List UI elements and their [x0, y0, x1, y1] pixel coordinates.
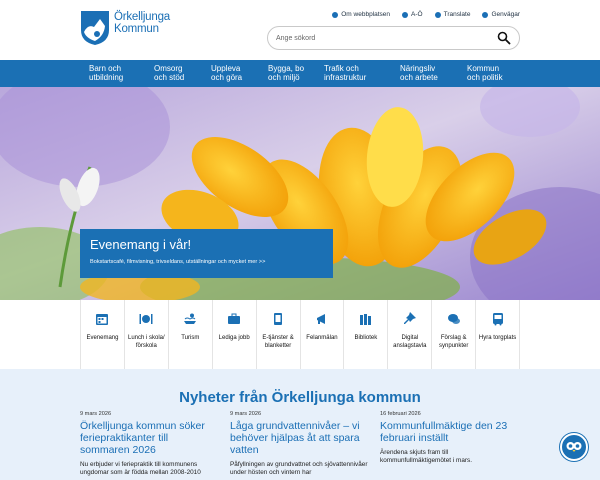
news-title-link[interactable]: Låga grundvattennivåer – vi behöver hjälpas åt att spara vatten: [230, 420, 360, 456]
quick-link-label: Hyra torgplats: [478, 335, 517, 341]
news-excerpt: Ärendena skjuts fram till kommunfullmäktigemötet i mars.: [380, 449, 472, 465]
news-heading: Nyheter från Örkelljunga kommun: [179, 389, 421, 406]
quick-link-digital-anslagstavla[interactable]: [388, 300, 432, 369]
nav-label-line2: infrastruktur: [324, 73, 367, 82]
event-title: Evenemang i vår!: [90, 237, 192, 252]
info-icon: [332, 12, 338, 18]
quick-link-label: Lediga jobb: [218, 335, 250, 341]
nav-label-line1: Kommun: [467, 64, 500, 73]
toplink-about[interactable]: [332, 11, 390, 18]
quick-link-evenemang[interactable]: [81, 300, 125, 369]
quick-link-forslag[interactable]: [432, 300, 476, 369]
translate-icon: [435, 12, 441, 18]
quick-link-label: Lunch i skola/ förskola: [128, 335, 165, 349]
books-icon: [359, 312, 373, 326]
site-header: [0, 0, 600, 60]
site-name-line1: Örkelljunga: [114, 11, 170, 23]
news-item[interactable]: [80, 411, 220, 478]
quick-links: [80, 300, 520, 369]
nav-label-line2: och politik: [467, 73, 503, 82]
nav-omsorg-och-stod[interactable]: [154, 64, 184, 82]
chat-icon: [447, 312, 461, 326]
site-logo[interactable]: [80, 10, 170, 46]
main-nav: [0, 60, 600, 87]
search-field[interactable]: [267, 26, 520, 50]
nav-label-line1: Bygga, bo: [268, 64, 305, 73]
quick-link-label: Digital anslagstavla: [393, 335, 427, 349]
nav-trafik-och-infrastruktur[interactable]: [324, 64, 366, 82]
quick-link-label: Förslag & synpunkter: [439, 335, 469, 349]
quick-link-label: Turism: [181, 335, 200, 341]
toplink-shortcuts[interactable]: [482, 11, 520, 18]
news-item[interactable]: [380, 411, 520, 466]
quick-link-label: Bibliotek: [354, 335, 378, 341]
nav-label-line1: Trafik och: [324, 64, 359, 73]
bus-icon: [491, 312, 505, 326]
site-name-line2: Kommun: [114, 23, 159, 35]
nav-label-line2: och arbete: [400, 73, 438, 82]
quick-link-label: Evenemang: [86, 335, 119, 341]
event-subtitle-link[interactable]: Bokstartscafé, filmvisning, trivseldans, utställningar och mycket mer >>: [90, 259, 266, 265]
news-title-link[interactable]: Örkelljunga kommun söker feriepraktikanter till sommaren 2026: [80, 420, 205, 456]
coat-of-arms-icon: [80, 10, 110, 46]
boat-icon: [183, 312, 197, 326]
quick-link-lunch[interactable]: [125, 300, 169, 369]
nav-uppleva-och-gora[interactable]: [211, 64, 242, 82]
briefcase-icon: [227, 312, 241, 326]
nav-label-line2: och göra: [211, 73, 243, 82]
quick-link-label: E-tjänster & blanketter: [262, 335, 294, 349]
nav-label-line1: Barn och: [89, 64, 122, 73]
shortcut-icon: [482, 12, 488, 18]
nav-label-line1: Omsorg: [154, 64, 183, 73]
toplink-translate[interactable]: [435, 11, 471, 18]
quick-link-e-tjanster[interactable]: [257, 300, 301, 369]
nav-label-line2: utbildning: [89, 73, 124, 82]
quick-link-label: Felanmälan: [306, 335, 338, 341]
pin-icon: [403, 312, 417, 326]
quick-link-turism[interactable]: [169, 300, 213, 369]
search-icon[interactable]: [497, 31, 511, 45]
list-icon: [402, 12, 408, 18]
news-title-link[interactable]: Kommunfullmäktige den 23 februari inställt: [380, 420, 508, 444]
nav-label-line1: Uppleva: [211, 64, 241, 73]
owl-icon: [562, 435, 586, 459]
quick-link-hyra-torgplats[interactable]: [476, 300, 520, 369]
quick-link-felanmalan[interactable]: [301, 300, 345, 369]
nav-label-line1: Näringsliv: [400, 64, 436, 73]
search-placeholder: Ange sökord: [276, 34, 316, 42]
calendar-icon: [95, 312, 109, 326]
quick-link-lediga-jobb[interactable]: [213, 300, 257, 369]
news-date: 9 mars 2026: [230, 411, 262, 417]
megaphone-icon: [315, 312, 329, 326]
news-item[interactable]: [230, 411, 370, 478]
quick-link-bibliotek[interactable]: [344, 300, 388, 369]
nav-barn-och-utbildning[interactable]: [89, 64, 123, 82]
toplink-shortcuts-label: Genvägar: [491, 11, 520, 18]
chat-assistant-button[interactable]: [560, 433, 588, 461]
news-excerpt: Påfyllningen av grundvattnet och sjövattennivåer under hösten och vintern har: [230, 461, 368, 477]
site-name: [114, 11, 170, 35]
news-date: 9 mars 2026: [80, 411, 112, 417]
nav-label-line2: och miljö: [268, 73, 300, 82]
toplink-translate-label: Translate: [443, 11, 471, 18]
utility-links: [332, 11, 520, 18]
nav-kommun-och-politik[interactable]: [467, 64, 503, 82]
event-promo-card[interactable]: [80, 229, 333, 278]
news-excerpt: Nu erbjuder vi feriepraktik till kommunens ungdomar som är födda mellan 2008-2010: [80, 461, 201, 477]
news-date: 16 februari 2026: [380, 411, 421, 417]
nav-label-line2: och stöd: [154, 73, 185, 82]
tablet-icon: [271, 312, 285, 326]
nav-bygga-bo-och-miljo[interactable]: [268, 64, 304, 82]
toplink-a-o-label: A-Ö: [411, 11, 423, 18]
toplink-a-o[interactable]: [402, 11, 423, 18]
nav-naringsliv-och-arbete[interactable]: [400, 64, 438, 82]
cutlery-icon: [139, 312, 153, 326]
news-section: [0, 369, 600, 480]
toplink-about-label: Om webbplatsen: [341, 11, 391, 18]
